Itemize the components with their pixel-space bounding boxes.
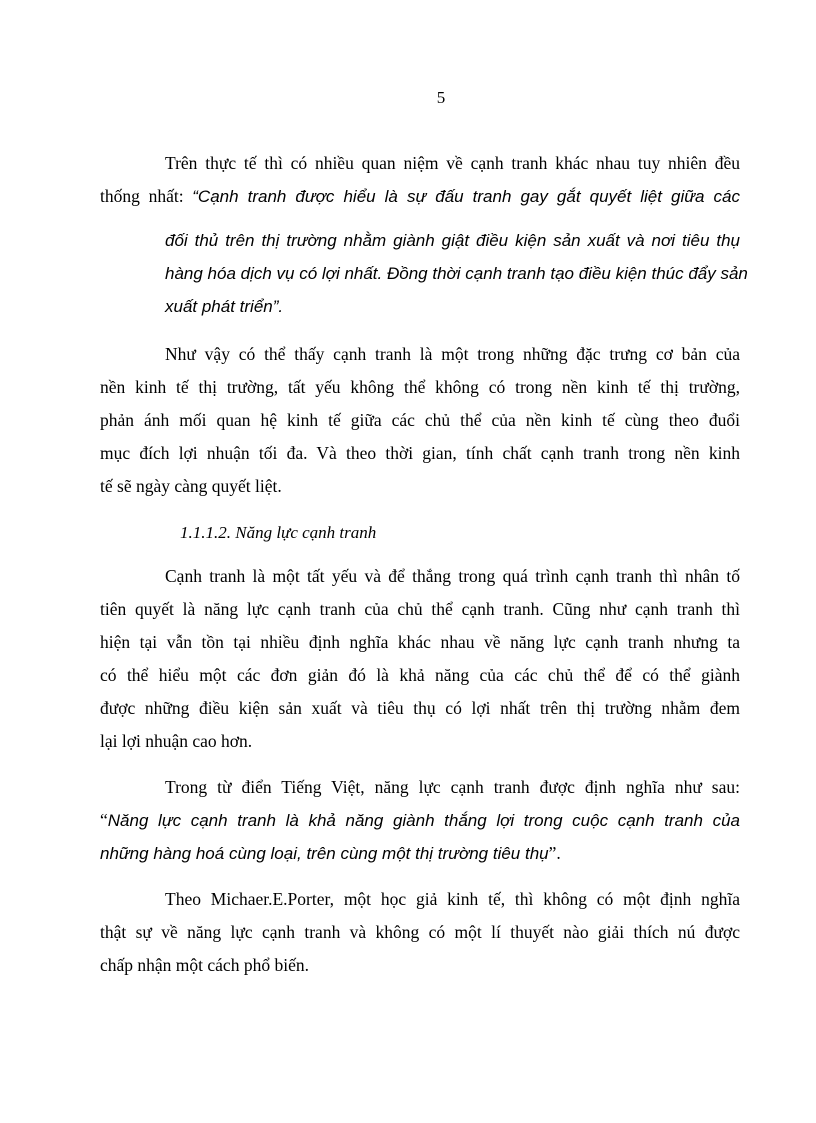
paragraph-4-line-3	[100, 842, 675, 865]
paragraph-3-line-1: Cạnh tranh là một tất yếu và để thắng trong quá trình cạnh tranh thì nhân tố	[165, 566, 740, 586]
section-heading: 1.1.1.2. Năng lực cạnh tranh	[180, 523, 377, 542]
paragraph-2-line-1: Như vậy có thể thấy cạnh tranh là một trong những đặc trưng cơ bản của	[165, 344, 740, 364]
paragraph-5-line-3: chấp nhận một cách phổ biến.	[100, 955, 309, 975]
paragraph-3-line-6: lại lợi nhuận cao hơn.	[100, 731, 253, 751]
paragraph-3-line-4: có thể hiểu một các đơn giản đó là khả năng của các chủ thể để có thể giành	[100, 665, 740, 685]
paragraph-3-line-5: được những điều kiện sản xuất và tiêu thụ có lợi nhất trên thị trường nhằm đem	[100, 698, 740, 718]
paragraph-4-line-1: Trong từ điển Tiếng Việt, năng lực cạnh tranh được định nghĩa như sau:	[165, 777, 740, 797]
paragraph-5-line-2: thật sự về năng lực cạnh tranh và không có một lí thuyết nào giải thích nú được	[100, 922, 740, 942]
paragraph-1-lead-text: thống nhất:	[100, 186, 193, 206]
quote-text: “Cạnh tranh được hiểu là sự đấu tranh gay gắt quyết liệt giữa các	[192, 187, 740, 206]
paragraph-3-line-3: hiện tại vẫn tồn tại nhiều định nghĩa khác nhau về năng lực cạnh tranh nhưng ta	[100, 632, 740, 652]
paragraph-1-line-4: hàng hóa dịch vụ có lợi nhất. Đồng thời cạnh tranh tạo điều kiện thúc đẩy sản	[165, 264, 748, 283]
paragraph-2-line-2: nền kinh tế thị trường, tất yếu không thể không có trong nền kinh tế thị trường,	[100, 377, 740, 397]
paragraph-5-line-1: Theo Michaer.E.Porter, một học giả kinh tế, thì không có một định nghĩa	[165, 889, 740, 909]
open-quote: “	[100, 810, 108, 830]
paragraph-1-line-3: đối thủ trên thị trường nhằm giành giật điều kiện sản xuất và nơi tiêu thụ	[165, 231, 740, 250]
paragraph-1-line-2	[100, 185, 740, 208]
paragraph-2-line-3: phản ánh mối quan hệ kinh tế giữa các chủ thể của nền kinh tế cùng theo đuổi	[100, 410, 740, 430]
paragraph-3-line-2: tiên quyết là năng lực cạnh tranh của chủ thể cạnh tranh. Cũng như cạnh tranh thì	[100, 599, 740, 619]
paragraph-4-line-2	[100, 809, 740, 832]
paragraph-1-line-5: xuất phát triển”.	[165, 297, 284, 316]
paragraph-1-line-1: Trên thực tế thì có nhiều quan niệm về cạnh tranh khác nhau tuy nhiên đều	[165, 153, 740, 173]
paragraph-2-line-4: mục đích lợi nhuận tối đa. Và theo thời gian, tính chất cạnh tranh trong nền kinh	[100, 443, 740, 463]
page-number: 5	[436, 88, 446, 107]
close-quote: ”.	[548, 843, 561, 863]
definition-quote-text: Năng lực cạnh tranh là khả năng giành thắng lợi trong cuộc cạnh tranh của	[107, 811, 740, 830]
definition-quote-end: những hàng hoá cùng loại, trên cùng một thị trường tiêu thụ	[100, 844, 549, 863]
paragraph-2-line-5: tế sẽ ngày càng quyết liệt.	[100, 476, 282, 496]
